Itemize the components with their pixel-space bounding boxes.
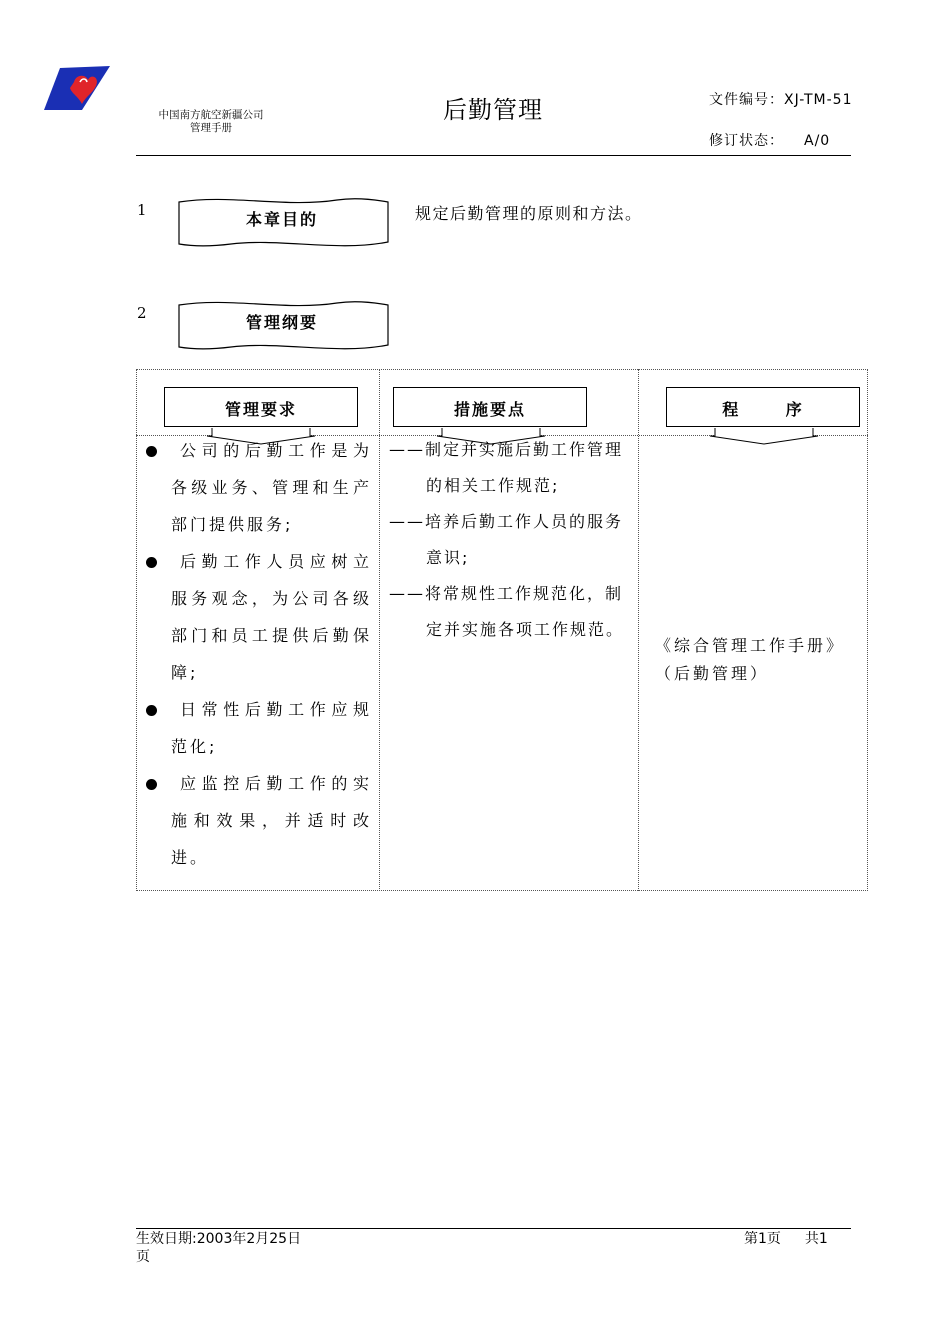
requirement-line: 各级业务、管理和生产 bbox=[171, 478, 372, 497]
measure-item: ——将常规性工作规范化，制定并实施各项工作规范。 bbox=[389, 584, 625, 639]
measures-list bbox=[389, 432, 633, 648]
requirement-line: 部门和员工提供后勤保 bbox=[171, 626, 372, 645]
requirement-line: 应监控后勤工作的实 bbox=[180, 774, 372, 793]
company-name bbox=[148, 109, 274, 135]
file-number bbox=[709, 92, 869, 109]
procedure-line: （后勤管理） bbox=[655, 664, 770, 683]
column-header-requirements bbox=[164, 387, 358, 427]
effective-date bbox=[136, 1230, 336, 1266]
requirement-line: 后勤工作人员应树立 bbox=[180, 552, 372, 571]
file-number-value: XJ-TM-51 bbox=[784, 92, 853, 108]
table-column-divider bbox=[638, 369, 639, 891]
requirements-list bbox=[146, 432, 372, 876]
requirement-item bbox=[146, 432, 372, 543]
document-meta bbox=[709, 92, 869, 149]
column-header-procedure bbox=[666, 387, 860, 427]
file-number-label: 文件编号： bbox=[709, 92, 784, 108]
requirement-item bbox=[146, 543, 372, 691]
section-1-banner bbox=[177, 196, 391, 250]
footer-divider bbox=[136, 1228, 851, 1229]
column-header-label: 程 序 bbox=[722, 400, 804, 419]
section-1-title: 本章目的 bbox=[245, 210, 318, 229]
page-unit-text: 页 bbox=[136, 1249, 150, 1265]
company-logo bbox=[42, 64, 112, 114]
page-current: 第1页 bbox=[744, 1231, 781, 1247]
requirement-line: 公司的后勤工作是为 bbox=[180, 441, 372, 460]
page-total: 共1 bbox=[804, 1231, 828, 1247]
manual-name-text: 管理手册 bbox=[190, 122, 232, 134]
requirement-line: 进。 bbox=[171, 848, 210, 867]
bullet-icon bbox=[146, 705, 157, 716]
column-header-measures bbox=[393, 387, 587, 427]
bullet-icon bbox=[146, 446, 157, 457]
page-number bbox=[744, 1230, 828, 1248]
requirement-item bbox=[146, 691, 372, 765]
bullet-icon bbox=[146, 779, 157, 790]
revision-status bbox=[709, 133, 830, 150]
column-header-label: 措施要点 bbox=[453, 400, 526, 419]
requirement-line: 施和效果，并适时改 bbox=[171, 811, 372, 830]
effective-date-text: 生效日期:2003年2月25日 bbox=[136, 1231, 302, 1247]
requirement-line: 障; bbox=[171, 663, 199, 682]
revision-label: 修订状态： bbox=[709, 133, 784, 149]
section-1-number: 1 bbox=[137, 201, 147, 219]
procedure-line: 《综合管理工作手册》 bbox=[655, 636, 846, 655]
section-1-text: 规定后勤管理的原则和方法。 bbox=[415, 204, 643, 223]
procedure-reference bbox=[655, 632, 860, 688]
revision-value: A/0 bbox=[804, 133, 831, 149]
requirement-item bbox=[146, 765, 372, 876]
requirement-line: 部门提供服务; bbox=[171, 515, 294, 534]
document-title: 后勤管理 bbox=[443, 96, 543, 124]
section-2-banner bbox=[177, 299, 391, 353]
header-divider bbox=[136, 155, 851, 156]
section-2-number: 2 bbox=[137, 304, 147, 322]
measure-item: ——培养后勤工作人员的服务意识; bbox=[389, 512, 624, 567]
company-name-text: 中国南方航空新疆公司 bbox=[158, 109, 264, 121]
requirement-line: 范化; bbox=[171, 737, 218, 756]
bullet-icon bbox=[146, 557, 157, 568]
requirement-line: 服务观念，为公司各级 bbox=[171, 589, 372, 608]
down-arrow-icon bbox=[709, 427, 819, 445]
column-header-label: 管理要求 bbox=[224, 400, 297, 419]
requirement-line: 日常性后勤工作应规 bbox=[180, 700, 372, 719]
table-column-divider bbox=[379, 369, 380, 891]
section-2-title: 管理纲要 bbox=[245, 313, 318, 332]
measure-item: ——制定并实施后勤工作管理的相关工作规范; bbox=[389, 440, 624, 495]
